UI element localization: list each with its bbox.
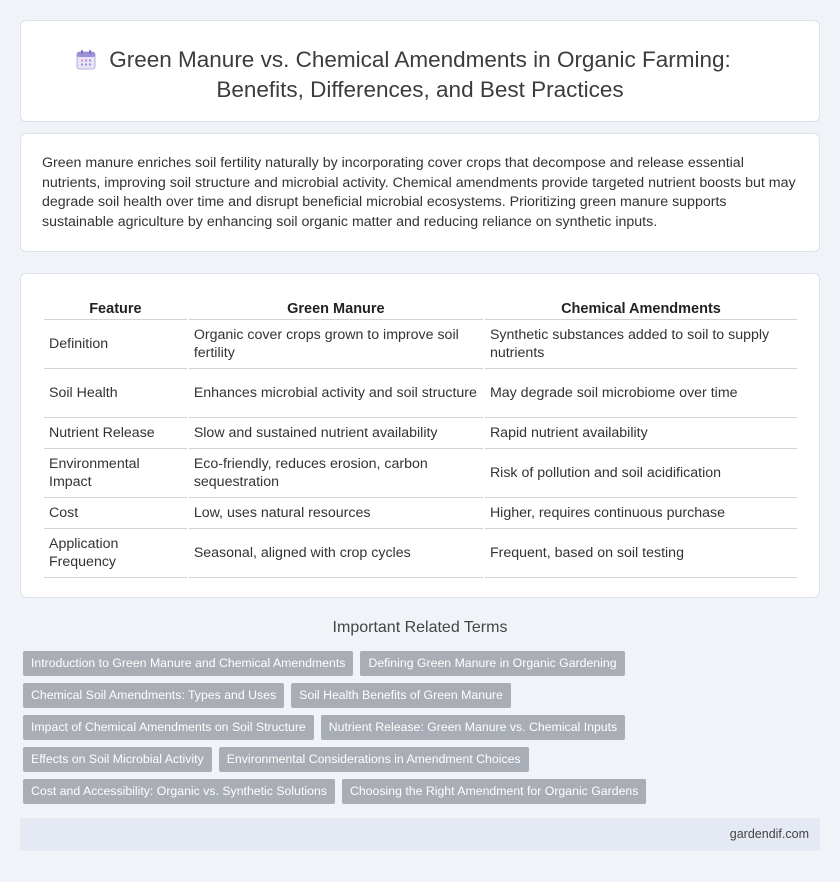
row-chemical: Synthetic substances added to soil to supply nutrients: [485, 320, 797, 369]
row-green-manure: Low, uses natural resources: [189, 498, 483, 529]
row-chemical: Rapid nutrient availability: [485, 418, 797, 449]
related-tag[interactable]: Cost and Accessibility: Organic vs. Synthetic Solutions: [23, 779, 335, 804]
related-tag[interactable]: Nutrient Release: Green Manure vs. Chemical Inputs: [321, 715, 625, 740]
comparison-card: [20, 273, 820, 598]
table-header-row: [44, 296, 797, 320]
related-tag[interactable]: Impact of Chemical Amendments on Soil Structure: [23, 715, 314, 740]
related-terms-heading: Important Related Terms: [332, 619, 508, 636]
row-green-manure: Slow and sustained nutrient availability: [189, 418, 483, 449]
row-feature: Definition: [44, 320, 187, 369]
row-chemical: May degrade soil microbiome over time: [485, 369, 797, 418]
row-green-manure: Seasonal, aligned with crop cycles: [189, 529, 483, 578]
row-green-manure: Organic cover crops grown to improve soil fertility: [189, 320, 483, 369]
row-green-manure: Enhances microbial activity and soil structure: [189, 369, 483, 418]
row-feature: Nutrient Release: [44, 418, 187, 449]
row-chemical: Risk of pollution and soil acidification: [485, 449, 797, 498]
table-row: [44, 369, 797, 418]
intro-paragraph: Green manure enriches soil fertility naturally by incorporating cover crops that decompose and release essential nutrients, improving soil structure and microbial activity. Chemical amendments provide targeted nutrient boosts but may degrade soil health over time and disrupt beneficial microbial ecosystems. Prioritizing green manure supports sustainable agriculture by enhancing soil organic matter and reducing reliance on synthetic inputs.: [42, 155, 796, 230]
table-row: [44, 529, 797, 578]
related-tag[interactable]: Environmental Considerations in Amendment Choices: [219, 747, 529, 772]
footer-site-link[interactable]: gardendif.com: [729, 827, 809, 841]
related-tag[interactable]: Choosing the Right Amendment for Organic Gardens: [342, 779, 646, 804]
row-chemical: Higher, requires continuous purchase: [485, 498, 797, 529]
related-tag[interactable]: Defining Green Manure in Organic Gardening: [360, 651, 624, 676]
related-tag[interactable]: Soil Health Benefits of Green Manure: [291, 683, 511, 708]
page-title: Green Manure vs. Chemical Amendments in Organic Farming: Benefits, Differences, and Best Practices: [109, 47, 731, 102]
header-card: [20, 20, 820, 122]
table-row: [44, 418, 797, 449]
row-feature: Cost: [44, 498, 187, 529]
intro-card: [20, 133, 820, 252]
related-tag[interactable]: Effects on Soil Microbial Activity: [23, 747, 212, 772]
row-green-manure: Eco-friendly, reduces erosion, carbon sequestration: [189, 449, 483, 498]
related-tag[interactable]: Chemical Soil Amendments: Types and Uses: [23, 683, 284, 708]
comparison-table: [42, 296, 799, 578]
row-feature: Environmental Impact: [44, 449, 187, 498]
table-row: [44, 320, 797, 369]
header-green-manure: Green Manure: [189, 296, 483, 320]
related-terms-list: [23, 651, 803, 804]
table-row: [44, 449, 797, 498]
related-tag[interactable]: Introduction to Green Manure and Chemical Amendments: [23, 651, 353, 676]
row-feature: Soil Health: [44, 369, 187, 418]
table-row: [44, 498, 797, 529]
header-chemical-amendments: Chemical Amendments: [485, 296, 797, 320]
footer: [20, 818, 820, 851]
row-chemical: Frequent, based on soil testing: [485, 529, 797, 578]
row-feature: Application Frequency: [44, 529, 187, 578]
header-feature: Feature: [44, 296, 187, 320]
